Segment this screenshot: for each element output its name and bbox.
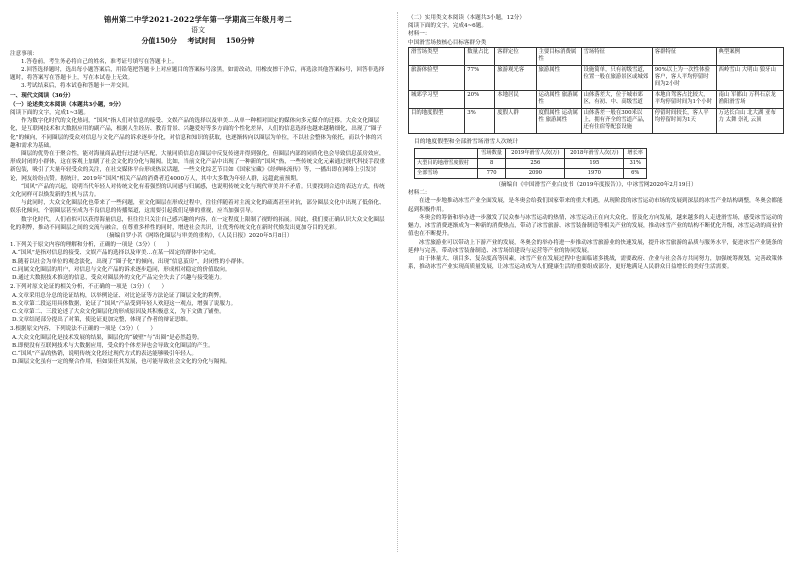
table-cell: 度假人群 (495, 108, 536, 133)
time-label: 考试时间 150分钟 (187, 36, 255, 46)
table-cell: 大型目的地滑雪度假村 (415, 159, 478, 169)
table-header-cell: 2018年滑雪人次(万) (565, 149, 624, 159)
table-cell: 770 (477, 169, 505, 179)
table-cell: 本地自驾客占比较大，平均停留时间为1个小时 (652, 90, 716, 108)
table-cell: 设施简单，只有初级雪道，位置一般在旅游景区或城郊 (581, 65, 652, 90)
table-cell: 西岭雪山 大明山 狼牙山 (716, 65, 784, 90)
school-title: 锦州第二中学2021-2022学年第一学期高三年级月考二 (104, 15, 292, 24)
table-header-cell (415, 149, 478, 159)
section1-intro: 阅读下面的文字，完成1~3题。 (10, 110, 89, 117)
table-cell: 万达长白山 北大湖 亚布力 太舞 崇礼 云顶 (716, 108, 784, 133)
material-paragraph: 由于体量大、项目多、复杂度高等因素，冰雪产业在发展过程中也面临诸多挑战，需要政府、企业与社会各方共同努力，加强统筹规划，完善政策体系，推动冰雪产业实现高质量发展，让冰雪运动成为人们健康生活的重要组成部分，更好地满足人民群众日益增长的美好生活需要。 (408, 255, 783, 271)
note-item: 1.答卷前，考生务必将自己的姓名，准考证号填写在答题卡上。 (21, 58, 178, 65)
table-row (415, 159, 647, 169)
table-cell: 90%以上为一次性体验客户，客人平均停留时间为2小时 (652, 65, 716, 90)
question-option: B.即便没有互联网技术与大数据应用，受众的个体差异也会导致文化圈层的产生。 (12, 342, 214, 349)
table-cell: 31% (624, 159, 647, 169)
table-header-cell: 客群特征 (652, 47, 716, 65)
question-stem: 3.根据原文内容，下列说法不正确的一项是（3分）（ ） (10, 326, 156, 333)
section1-subtitle: （一）论述类文本阅读（本题共3小题，9分） (10, 101, 125, 108)
notes-title: 注意事项： (10, 50, 38, 57)
table-header-cell: 雪场数量 (477, 149, 505, 159)
left-column (10, 14, 386, 366)
passage-paragraph: 圈层的优势在于聚合性，能对海量商品进行过滤与匹配，大量同质信息在圈层中反复传递并得到强化，但圈层内部的同质化也会导致信息茧房效应，形成封闭的小群体，这在客观上加剧了社会文化的分化与隔阂。比如，当前文化产品中出现了一种新的“国风”热，一些传统文化元素通过现代科技手段重新包装，吸引了大量年轻受众的关注，在社交媒体平台形成热议话题，一些文化综艺节目如《国家宝藏》《经典咏流传》等，一播出即在网络上引发讨论，网友纷纷点赞。据统计，2019年“国风”相关产品的消费者近4000万人，其中大多数为年轻人群，远超此前预期。 (10, 151, 385, 182)
table-cell: 旅游体验型 (409, 65, 465, 90)
question-option: C.同属文化圈层的用户，对信息与文化产品的诉求逐步趋同，形成相对稳定的价值取向。 (12, 266, 231, 273)
material-paragraph: 冬奥会的筹备和举办进一步激发了民众参与冰雪运动的热情，冰雪运动正在向大众化、普及化方向发展，越来越多的人走进滑雪场，感受冰雪运动的魅力，冰雪消费逐渐成为一种新的消费热点，带动了冰雪旅游、冰雪装备制造等相关产业的发展，推动冰雪产业的结构不断优化升级，冰雪运动的商业价值也在不断提升。 (408, 214, 783, 238)
table-cell: 20% (465, 90, 495, 108)
table-cell: 1970 (565, 169, 624, 179)
question-option: C.“国风”产品的热销，说明传统文化经过现代方式的表达能够吸引年轻人。 (12, 350, 197, 357)
table-cell: 南山 军都山 万科石京龙 渔阳滑雪场 (716, 90, 784, 108)
question-option: B.文章第二段运用具体数据，论证了“国风”产品受到年轻人欢迎这一观点，增强了说服力。 (12, 300, 237, 307)
question-option: D.通过大数据技术推送的信息，受众对圈层外的文化产品完全失去了兴趣与接受能力。 (12, 275, 226, 282)
table-header-cell: 2019年滑雪人次(万) (506, 149, 565, 159)
ski-resort-table (408, 47, 784, 134)
table-cell: 6% (624, 169, 647, 179)
question-option: A.“国风”是指对信息的接受、文娱产品的选择以及审美…在某一固定的群体中完成。 (12, 250, 220, 257)
table-cell: 195 (565, 159, 624, 169)
table-header-cell: 主要目标消费属性 (536, 47, 581, 65)
material-paragraph: 在进一步地推动冰雪产业全面发展，是冬奥会给我们国家带来的重大机遇，从现阶段的冰雪运动市场的发展到深层的冰雪产业结构调整，冬奥会都能起到积极作用。 (408, 198, 783, 213)
table-header-cell: 典型案例 (716, 47, 784, 65)
question-option: B.随着以社会为单位的观念淡化，出现了“圈子化”的倾向，出现“信息茧房”，封闭性的小群体。 (12, 258, 248, 265)
table-cell: 77% (465, 65, 495, 90)
question-option: C.文章第二、三段论述了大众文化圈层化的形成原因及其积极意义，为下文做了铺垫。 (12, 308, 225, 315)
table-cell: 3% (465, 108, 495, 133)
table-row (409, 90, 784, 108)
table-cell: 本地居民 (495, 90, 536, 108)
table-cell: 8 (477, 159, 505, 169)
table-cell: 2090 (506, 169, 565, 179)
table-header-cell: 滑雪场类型 (409, 47, 465, 65)
passage-paragraph: “国风”产品的兴起，说明当代年轻人对传统文化有着强烈的认同感与归属感，也说明传统文化与现代审美并不矛盾。只要找到合适的表达方式，传统文化同样可以焕发新的生机与活力。 (10, 183, 385, 199)
table-header-cell: 数量占比 (465, 47, 495, 65)
exam-meta (10, 37, 386, 45)
question-option: D.圈层文化虽有一定的聚合作用，但如果任其发展，也可能导致社会文化的分化与隔阂。 (12, 359, 231, 366)
table-cell: 山体落差大，位于城市郊区，有初、中、高级雪道 (581, 90, 652, 108)
table-cell: 旅游观光客 (495, 65, 536, 90)
section1-title: 一、现代文阅读（36分） (10, 92, 74, 99)
subject-title: 语文 (191, 26, 205, 35)
table-header-row (415, 149, 647, 159)
passage-paragraph: 作为数字化时代的文化热词，“国风”指人们对信息的接受、文娱产品的选择以及审美…从单一种相对固定的媒体向多元媒介的迁移。大众文化圈层化，是互联网技术和大数据应用的副产品，根据人生经历、教育背景、兴趣爱好等多方面的个性化差异，人们的信息选择也越来越精细化，出现了“圈子化”的倾向，不同圈层的受众对信息与文化产品的诉求逐步分化，对信息和知识的获取，也逐渐转向以圈层为单位，不以社会整体为依托，而以个体的兴趣和需求为基础。 (10, 118, 383, 149)
table-cell: 旅游属性 (536, 65, 581, 90)
table-header-cell: 增长率 (624, 149, 647, 159)
table-source: （摘编自《中国滑雪产业白皮书（2019年度报告）》，中冰雪网2020年2月19日） (495, 182, 697, 189)
table-cell: 停留时间较长，客人平均停留时间为1天 (652, 108, 716, 133)
right-column (408, 14, 784, 271)
table-header-row (409, 47, 784, 65)
table-row (415, 169, 647, 179)
table-cell: 山体落差一般在300米以上，拥有齐全的雪道产品，还有住宿等配套设施 (581, 108, 652, 133)
passage-paragraph: 数字化时代，人们看似可以获得海量信息，但往往只关注自己感兴趣的内容，在一定程度上限制了视野的拓展。因此，我们要正确认识大众文化圈层化的利弊，推动不同圈层之间的交流与融合，在尊重多样性的同时，增进社会共识，让优秀传统文化在新时代焕发出更加夺目的光彩。 (10, 216, 385, 231)
table-header-cell: 客群定位 (495, 47, 536, 65)
section2-title: （二）实用类文本阅读（本题共3小题，12分） (408, 15, 525, 21)
passage-source: （摘编自罗小茗《网络化圈层与审美的重构》，《人民日报》2020年5月8日） (103, 233, 293, 240)
table-cell: 度假属性 运动属性 旅游属性 (536, 108, 581, 133)
material1-label: 材料一： (408, 31, 431, 38)
column-divider (397, 12, 398, 552)
question-option: D.文章结尾部分提出了对策，使论证更加完整，体现了作者的辩证思维。 (12, 317, 192, 324)
table-cell: 运动属性 旅游属性 (536, 90, 581, 108)
stats-table-title: 目的地度假型和全部滑雪场滑雪人次统计 (414, 138, 519, 145)
question-stem: 1.下列关于原文内容的理解和分析，正确的一项是（3分）（ ） (10, 242, 173, 249)
question-option: A.文章采用总分总的论证结构，以举例论证、对比论证等方法论证了圈层文化的利弊。 (12, 292, 225, 299)
question-option: A.大众文化圈层化是技术发展的结果，圈层化的“破壁”与“出圈”是必然趋势。 (12, 334, 203, 341)
section2-intro: 阅读下面的文字，完成4~6题。 (408, 23, 487, 30)
question-stem: 2.下列对原文论证的相关分析，不正确的一项是（3分）（ ） (10, 284, 168, 291)
table-cell: 目的地度假型 (409, 108, 465, 133)
table-header-cell: 雪场特征 (581, 47, 652, 65)
table1-title: 中国滑雪场按核心目标客群分类 (408, 39, 487, 46)
ski-visits-table (414, 148, 647, 179)
note-item: 2.回答选择题时，选出每小题答案后，用铅笔把答题卡上对应题目的答案标号涂黑，如需改动，用橡皮擦干净后，再选涂其他答案标号，回答非选择题时，将答案写在答题卡上，写在本试卷上无效。 (10, 67, 385, 82)
table-row (409, 65, 784, 90)
table-cell: 全部雪场 (415, 169, 478, 179)
table-row (409, 108, 784, 133)
material2-label: 材料二： (408, 190, 431, 197)
material-paragraph: 冰雪旅游业可以带动上下游产业的发展，冬奥会的举办将进一步推动冰雪旅游业的快速发展，提升冰雪旅游的品质与服务水平，促进冰雪产业链条的延伸与完善，带动冰雪装备制造、冰雪场馆建设与运营等产业的协同发展。 (408, 239, 783, 254)
table-cell: 城郊学习型 (409, 90, 465, 108)
note-item: 3.考试结束后，将本试卷和答题卡一并交回。 (21, 83, 133, 90)
score-label: 分值150分 (141, 36, 178, 46)
table-cell: 256 (506, 159, 565, 169)
passage-paragraph: 与此同时，大众文化圈层化也带来了一些问题，亚文化圈层在形成过程中，往往伴随着对主流文化的疏离甚至对抗，部分圈层文化中出现了低俗化、娱乐化倾向，个别圈层甚至成为不良信息的传播渠道，这需要引起我们足够的重视，应当加强引导。 (10, 200, 385, 215)
